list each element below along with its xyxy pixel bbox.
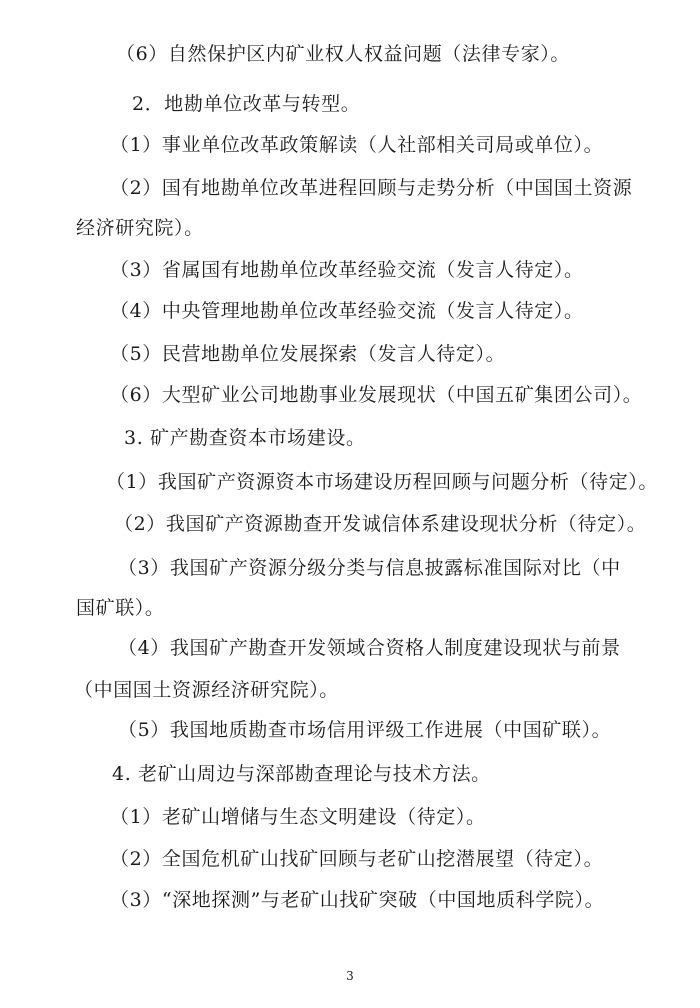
page-number: 3 — [346, 969, 354, 983]
item-3-classification-cont: 国矿联）。 — [76, 597, 165, 619]
item-2-crisis-mines: （2）全国危机矿山找矿回顾与老矿山挖潜展望（待定）。 — [110, 848, 604, 870]
section-3-heading: 3. 矿产勘查资本市场建设。 — [124, 427, 366, 449]
item-2-reform-progress-cont: 经济研究院）。 — [76, 217, 204, 239]
item-4-qualified-person-cont: （中国国土资源经济研究院）。 — [74, 679, 339, 701]
item-6-mining-company: （6）大型矿业公司地勘事业发展现状（中国五矿集团公司）。 — [110, 384, 643, 406]
section-2-heading: 2．地勘单位改革与转型。 — [132, 93, 361, 115]
section-4-heading: 4. 老矿山周边与深部勘查理论与技术方法。 — [112, 763, 491, 785]
item-4-central: （4）中央管理地勘单位改革经验交流（发言人待定）。 — [110, 300, 584, 322]
item-3-deep-exploration: （3）“深地探测”与老矿山找矿突破（中国地质科学院）。 — [110, 889, 605, 911]
item-1-policy: （1）事业单位改革政策解读（人社部相关司局或单位）。 — [110, 134, 604, 156]
item-5-private: （5）民营地勘单位发展探索（发言人待定）。 — [110, 343, 506, 365]
item-1-reserve-growth: （1）老矿山增储与生态文明建设（待定）。 — [110, 806, 486, 828]
item-3-provincial: （3）省属国有地勘单位改革经验交流（发言人待定）。 — [110, 259, 584, 281]
item-3-classification: （3）我国矿产资源分级分类与信息披露标准国际对比（中 — [118, 557, 621, 579]
item-4-qualified-person: （4）我国矿产勘查开发领域合资格人制度建设现状与前景 — [118, 637, 621, 659]
item-2-credit-system: （2）我国矿产资源勘查开发诚信体系建设现状分析（待定）。 — [114, 513, 647, 535]
item-6-nature-reserve: （6）自然保护区内矿业权人权益问题（法律专家）。 — [116, 43, 570, 65]
item-5-credit-rating: （5）我国地质勘查市场信用评级工作进展（中国矿联）。 — [118, 719, 612, 741]
item-1-capital-market: （1）我国矿产资源资本市场建设历程回顾与问题分析（待定）。 — [106, 471, 658, 493]
item-2-reform-progress: （2）国有地勘单位改革进程回顾与走势分析（中国国土资源 — [110, 177, 633, 199]
